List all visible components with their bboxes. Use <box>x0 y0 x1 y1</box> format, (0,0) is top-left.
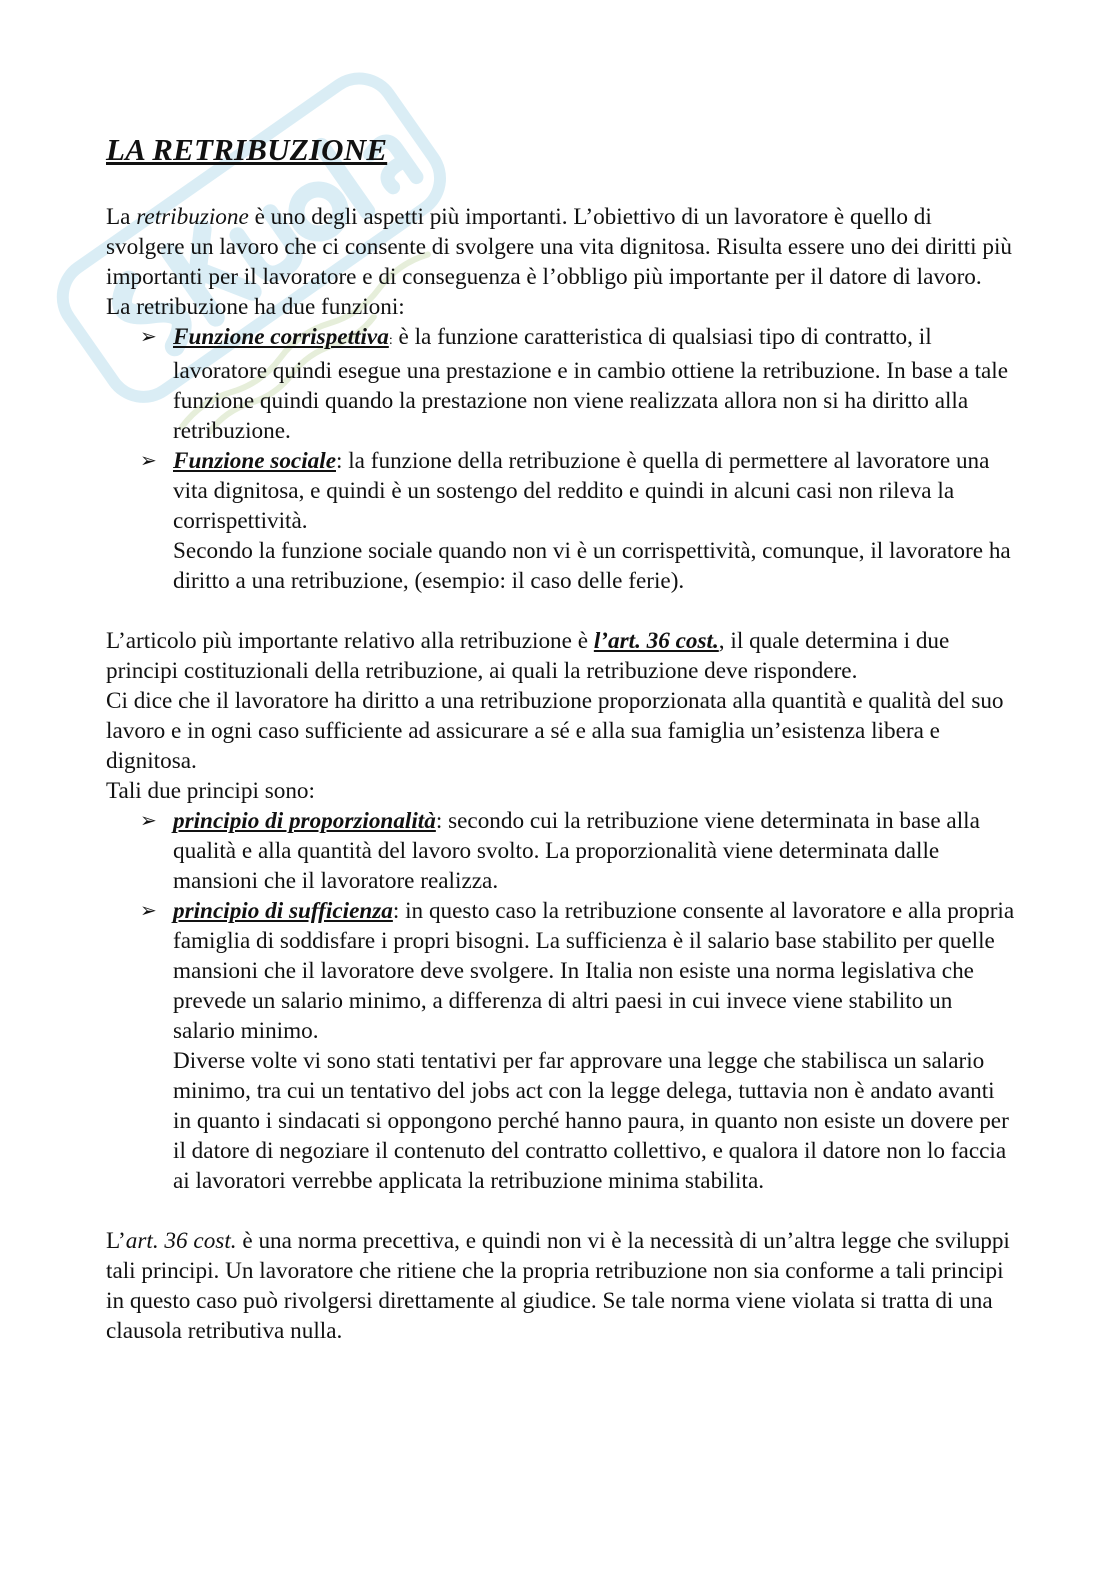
article-post: , il quale determina i due principi costituzionali della retribuzione, ai quali la retribuzione deve rispondere. <box>106 628 950 684</box>
intro-paragraph <box>106 202 1016 292</box>
principle-term: principio di sufficienza <box>173 898 393 924</box>
list-item <box>140 446 1016 596</box>
closing-post: è una norma precettiva, e quindi non vi è la necessità di un’altra legge che sviluppi tali principi. Un lavoratore che ritiene che la propria retribuzione non sia conforme a tali principi in questo caso può rivolgersi direttamente al giudice. Se tale norma viene violata si tratta di una clausola retributiva nulla. <box>106 1228 1010 1344</box>
closing-term: art. 36 cost. <box>125 1228 237 1254</box>
page-title: LA RETRIBUZIONE <box>106 132 388 167</box>
arrow-bullet-icon: ➢ <box>140 900 157 922</box>
principles-lead: Tali due principi sono: <box>106 778 315 804</box>
arrow-bullet-icon: ➢ <box>140 810 157 832</box>
function-term: Funzione sociale <box>173 448 336 474</box>
arrow-bullet-icon: ➢ <box>140 450 157 472</box>
principle-text: : in questo caso la retribuzione consente al lavoratore e alla propria famiglia di soddisfare i propri bisogni. La sufficienza è il salario base stabilito per quelle mansioni che il lavoratore deve svolgere. In Italia non esiste una norma legislativa che prevede un salario minimo, a differenza di altri paesi in cui invece viene stabilito un salario minimo. <box>173 898 1015 1044</box>
function-separator: : <box>335 448 343 474</box>
principle-extra: Diverse volte vi sono stati tentativi per far approvare una legge che stabilisca un salario minimo, tra cui un tentativo del jobs act con la legge delega, tuttavia non è andato avanti in quanto i sindacati si oppongono perché hanno paura, in quanto non esiste un dovere per il datore di negoziare il contenuto del contratto collettivo, e qualora il datore non lo faccia ai lavoratori verrebbe applicata la retribuzione minima stabilita. <box>173 1048 1009 1194</box>
article-paragraph <box>106 626 1016 686</box>
principles-list <box>106 806 1016 1196</box>
list-item <box>140 806 1016 896</box>
intro-post: è uno degli aspetti più importanti. L’obiettivo di un lavoratore è quello di svolgere un lavoro che ci consente di svolgere una vita dignitosa. Risulta essere uno dei diritti più importanti per il lavoratore e di conseguenza è l’obbligo più importante per il datore di lavoro. <box>106 204 1013 290</box>
article-detail: Ci dice che il lavoratore ha diritto a una retribuzione proporzionata alla quantità e qualità del suo lavoro e in ogni caso sufficiente ad assicurare a sé e alla sua famiglia un’esistenza libera e dignitosa. <box>106 688 1004 774</box>
function-text: è la funzione caratteristica di qualsiasi tipo di contratto, il lavoratore quindi esegue una prestazione e in cambio ottiene la retribuzione. In base a tale funzione quindi quando la prestazione non viene realizzata allora non si ha diritto alla retribuzione. <box>173 324 1009 444</box>
function-term: Funzione corrispettiva <box>173 324 389 350</box>
principle-text: : secondo cui la retribuzione viene determinata in base alla qualità e alla quantità del lavoro svolto. La proporzionalità viene determinata dalle mansioni che il lavoratore realizza. <box>173 808 980 894</box>
principle-term: principio di proporzionalità <box>173 808 436 834</box>
closing-pre: L’ <box>106 1228 126 1254</box>
arrow-bullet-icon: ➢ <box>140 326 157 348</box>
closing-paragraph <box>106 1226 1016 1346</box>
functions-list <box>106 322 1016 596</box>
article-term: l’art. 36 cost. <box>593 628 719 654</box>
intro-pre: La <box>106 204 137 230</box>
functions-lead: La retribuzione ha due funzioni: <box>106 294 405 320</box>
function-extra: Secondo la funzione sociale quando non vi è un corrispettività, comunque, il lavoratore ha diritto a una retribuzione, (esempio: il caso delle ferie). <box>173 538 1011 594</box>
document-page <box>106 128 1016 1346</box>
function-text: la funzione della retribuzione è quella di permettere al lavoratore una vita dignitosa, e quindi è un sostengo del reddito e quindi in alcuni casi non rileva la corrispettività. <box>173 448 990 534</box>
article-pre: L’articolo più importante relativo alla retribuzione è <box>106 628 594 654</box>
list-item <box>140 322 1016 446</box>
list-item <box>140 896 1016 1196</box>
intro-term: retribuzione <box>136 204 249 230</box>
function-separator: : <box>388 333 393 348</box>
